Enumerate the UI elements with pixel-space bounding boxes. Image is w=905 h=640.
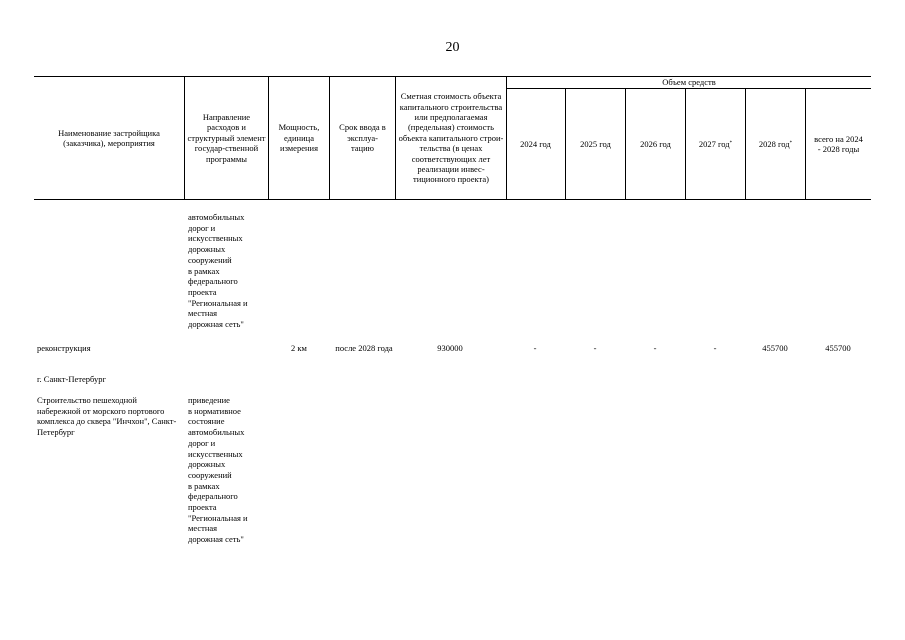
header-funds: Объем средств	[662, 76, 716, 87]
reconstruction-2026: -	[653, 343, 657, 353]
city-heading: г. Санкт-Петербург	[37, 374, 106, 384]
header-term: Срок ввода в эксплуа-тацию	[339, 122, 386, 154]
header-year-2027: 2027 год *	[698, 138, 733, 149]
header-total: всего на 2024 - 2028 годы	[814, 133, 863, 154]
header-table	[34, 76, 871, 200]
reconstruction-capacity: 2 км	[291, 343, 307, 353]
reconstruction-name: реконструкция	[37, 343, 91, 353]
page-number: 20	[445, 40, 460, 55]
reconstruction-term: после 2028 года	[335, 343, 393, 353]
project-name: Строительство пешеходной набережной от морского портового комплекса до сквера "Инчхон", Санкт-Петербург	[37, 395, 177, 438]
reconstruction-2025: -	[593, 343, 597, 353]
header-capacity: Мощность, единица измерения	[278, 122, 320, 154]
header-name: Наименование застройщика (заказчика), мероприятия	[58, 127, 160, 148]
header-cost: Сметная стоимость объекта капитального строительства или предполагаемая (предельная) стоимость объекта капитального строи-тельства (в ценах соответствующих лет реализации инвес-тиционного проекта)	[398, 91, 504, 185]
header-year-2025: 2025 год	[580, 138, 611, 149]
reconstruction-total: 455700	[825, 343, 851, 353]
header-direction: Направление расходов и структурный элемент государ-ственной программы	[187, 111, 266, 164]
reconstruction-2024: -	[533, 343, 537, 353]
header-year-2026: 2026 год	[640, 138, 671, 149]
reconstruction-cost: 930000	[437, 343, 463, 353]
reconstruction-2028: 455700	[762, 343, 788, 353]
header-year-2028: 2028 год *	[758, 138, 793, 149]
project-direction: приведение в нормативное состояние автомобильных дорог и искусственных дорожных сооружений в рамках федерального проекта "Региональная и местная дорожная сеть"	[188, 395, 248, 545]
header-year-2024: 2024 год	[520, 138, 551, 149]
continuation-direction: автомобильных дорог и искусственных дорожных сооружений в рамках федерального проекта "Региональная и местная дорожная сеть"	[188, 212, 248, 330]
reconstruction-2027: -	[713, 343, 717, 353]
